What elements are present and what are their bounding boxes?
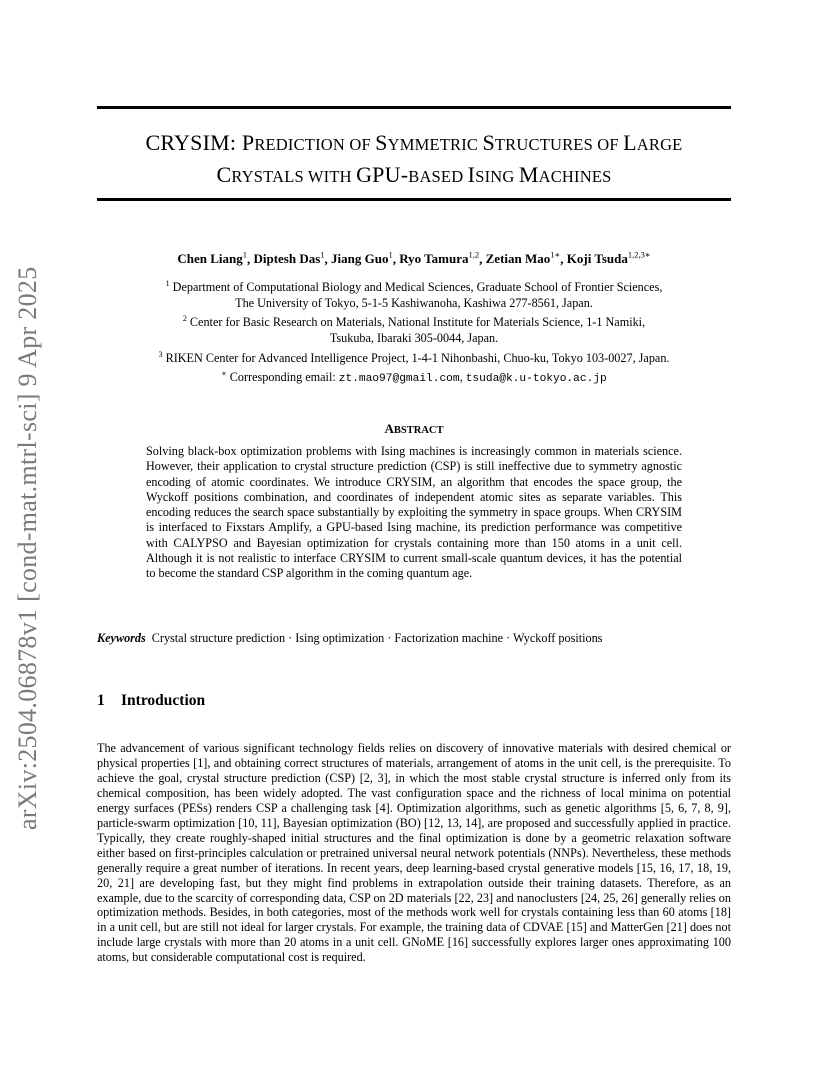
email-link[interactable]: zt.mao97@gmail.com: [338, 373, 460, 386]
section-heading-introduction: 1 Introduction: [97, 692, 206, 709]
author: Zetian Mao$^{1∗}$: [485, 250, 561, 267]
corresponding-email: ∗ Corresponding email: zt.mao97@gmail.com, tsuda@k.u-tokyo.ac.jp: [221, 369, 607, 386]
title-line-2: CRYSTALS WITH GPU-BASED ISING MACHINES: [216, 162, 612, 187]
author: Jiang Guo$^1$: [331, 250, 393, 267]
author: Ryo Tamura$^{1,2}$: [399, 250, 480, 267]
author: Chen Liang$^1$: [177, 250, 247, 267]
arxiv-sidebar-stamp: arXiv:2504.06878v1 [cond-mat.mtrl-sci] 9 Apr 2025: [13, 266, 42, 830]
affiliation-1-cont: The University of Tokyo, 5-1-5 Kashiwanoha, Kashiwa 277-8561, Japan.: [235, 295, 593, 310]
author-list: Chen Liang$^1$, Diptesh Das$^1$, Jiang Guo$^1$, Ryo Tamura$^{1,2}$, Zetian Mao$^{1∗}$, Koji Tsuda$^{1,2,3∗}$: [177, 250, 651, 267]
abstract-heading: ABSTRACT: [384, 421, 444, 436]
title-line-1: CRYSIM: PREDICTION OF SYMMETRIC STRUCTURES OF LARGE: [145, 130, 683, 155]
email-link[interactable]: tsuda@k.u-tokyo.ac.jp: [465, 373, 607, 386]
affiliation-1: $^1$ Department of Computational Biology and Medical Sciences, Graduate School of Frontier Sciences,: [165, 279, 663, 295]
introduction-paragraph: The advancement of various significant technology fields relies on discovery of innovative materials with desired chemical or physical properties [1], and obtaining correct structures of materials, arrangement of atoms in the unit cell, is the prerequisite. To achieve the goal, crystal structure prediction (CSP) [2, 3], in which the most stable crystal structure is inferred only from its chemical composition, has been widely adopted. The vast configuration space and the richness of local minima on potential energy surfaces (PESs) renders CSP a challenging task [4]. Optimization algorithms, such as genetic algorithms [5, 6, 7, 8, 9], particle-swarm optimization [10, 11], Bayesian optimization (BO) [12, 13, 14], are proposed and successfully applied in practice. Typically, they create roughly-shaped initial structures and the final optimization is done by a geometric relaxation software either based on first-principles calculation or pretrained universal neural network potentials (NNPs). Nevertheless, these methods generally require a great number of iterations. In recent years, deep learning-based crystal generative models [15, 16, 17, 18, 19, 20, 21] are developing fast, but they might find problems in extrapolation outside their training datasets. Therefore, as an example, due to the scarcity of corresponding data, CSP on 2D materials [22, 23] and nanoclusters [24, 25, 26] generally relies on optimization methods. Besides, in both categories, most of the methods work well for crystals containing less than 60 atoms [18] in a unit cell, but are still not ideal for larger crystals. For example, the training data of CDVAE [15] and MatterGen [21] does not include large crystals with more than 20 atoms in a unit cell. GNoME [16] successfully explores larger ones approximating 100 atoms, but considerable computational cost is required.: [97, 741, 731, 965]
affiliation-2: $^2$ Center for Basic Research on Materials, National Institute for Materials Science, 1-1 Namiki,: [182, 314, 646, 330]
title-top-rule: [97, 106, 731, 109]
keywords: [97, 630, 737, 646]
keywords-list: Crystal structure prediction · Ising optimization · Factorization machine · Wyckoff positions: [151, 631, 603, 645]
abstract-text: Solving black-box optimization problems with Ising machines is increasingly common in materials science. However, their application to crystal structure prediction (CSP) is still ineffective due to symmetry agnostic encoding of atomic coordinates. We introduce CRYSIM, an algorithm that encodes the space group, the Wyckoff positions combination, and coordinates of independent atomic sites as separate variables. This encoding reduces the search space substantially by exploiting the symmetry in space groups. When CRYSIM is interfaced to Fixstars Amplify, a GPU-based Ising machine, its prediction performance was competitive with CALYPSO and Bayesian optimization for crystals containing more than 150 atoms in a unit cell. Although it is not realistic to interface CRYSIM to current small-scale quantum devices, it has the potential to become the standard CSP algorithm in the coming quantum age.: [146, 444, 682, 581]
keywords-label: Keywords: [97, 631, 146, 645]
author: Diptesh Das$^1$: [253, 250, 325, 267]
author: Koji Tsuda$^{1,2,3∗}$: [566, 250, 651, 267]
paper-title: [90, 128, 738, 192]
affiliation-3: $^3$ RIKEN Center for Advanced Intelligence Project, 1-4-1 Nihonbashi, Chuo-ku, Tokyo 103-0027, Japan.: [158, 349, 670, 365]
title-bottom-rule: [97, 198, 731, 201]
affiliation-2-cont: Tsukuba, Ibaraki 305-0044, Japan.: [329, 330, 499, 345]
affiliations: [100, 276, 728, 388]
